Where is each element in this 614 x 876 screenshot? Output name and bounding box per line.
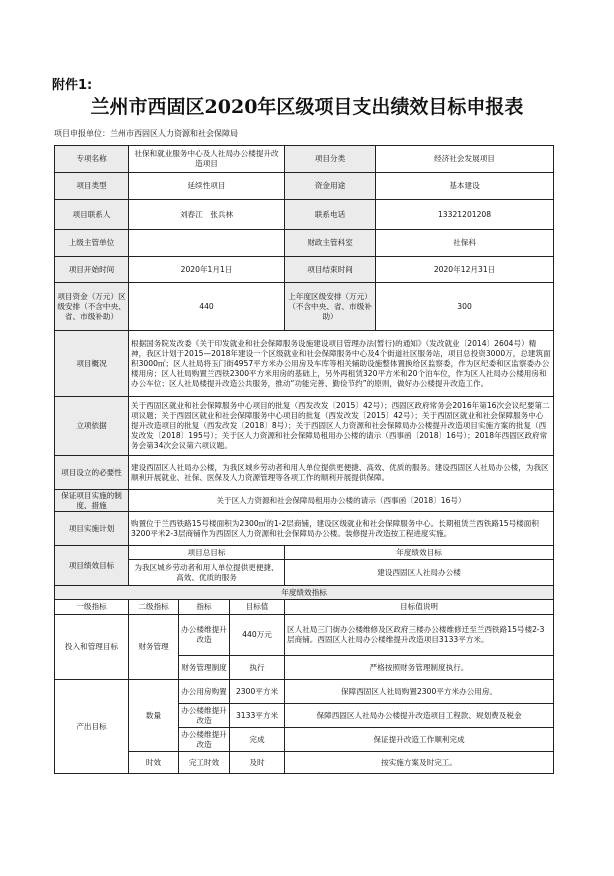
table-row <box>55 456 554 490</box>
table-row <box>55 615 554 656</box>
indicator-col-description: 目标值说明 <box>285 600 554 615</box>
indicator-target: 执行 <box>230 656 285 680</box>
attachment-label: 附件1: <box>52 78 93 93</box>
use-label: 资金用途 <box>285 173 376 200</box>
table-row <box>55 600 554 615</box>
contact-label: 项目联系人 <box>55 200 129 230</box>
goal-longterm-text: 为我区城乡劳动者和用人单位提供更便捷、高效、优质的服务 <box>129 560 285 586</box>
indicator-description: 保障西固区人社局购置2300平方米办公用房。 <box>285 680 554 704</box>
table-row <box>55 331 554 397</box>
guarantee-label: 保证项目实施的制度、措施 <box>55 490 129 512</box>
table-row <box>55 512 554 546</box>
category-value: 经济社会发展项目 <box>376 146 554 173</box>
table-row <box>55 490 554 512</box>
goal-year-header: 年度绩效目标 <box>285 546 554 560</box>
table-row <box>55 586 554 600</box>
end-date-value: 2020年12月31日 <box>376 257 554 283</box>
table-row <box>55 200 554 230</box>
applicant-unit-line: 项目申报单位：兰州市西固区人力资源和社会保障局 <box>54 129 238 138</box>
indicator-description: 区人社局三门街办公楼维修及区政府三楼办公楼维修迁至兰西铁路15号楼2-3层商铺。西固区人社局办公楼维提升改造项目3133平方米。 <box>285 615 554 656</box>
fund-value: 440 <box>129 283 285 331</box>
project-name-label: 专项名称 <box>55 146 129 173</box>
overview-label: 项目概况 <box>55 331 129 397</box>
end-date-label: 项目结束时间 <box>285 257 376 283</box>
indicator-target: 2300平方米 <box>230 680 285 704</box>
table-row <box>55 560 554 586</box>
table-row <box>55 752 554 774</box>
finance-dept-label: 财政主管科室 <box>285 230 376 257</box>
indicator-output-label: 产出目标 <box>55 680 129 774</box>
indicator-section-header: 年度绩效指标 <box>55 586 554 600</box>
goal-longterm-header: 项目总目标 <box>129 546 285 560</box>
indicator-name: 办公用房购置 <box>179 680 230 704</box>
indicator-name: 办公楼维提升改造 <box>179 728 230 752</box>
table-row <box>55 173 554 200</box>
finance-dept-value: 社保科 <box>376 230 554 257</box>
indicator-target: 440万元 <box>230 615 285 656</box>
type-value: 延续性项目 <box>129 173 285 200</box>
indicator-name: 办公楼维提升改造 <box>179 704 230 728</box>
table-row <box>55 397 554 456</box>
indicator-col-level1: 一级指标 <box>55 600 129 615</box>
table-row <box>55 146 554 173</box>
superior-label: 上级主管单位 <box>55 230 129 257</box>
goal-year-text: 建设西固区人社局办公楼 <box>285 560 554 586</box>
guarantee-text: 关于区人力资源和社会保障局租用办公楼的请示（西事函〔2018〕16号） <box>129 490 554 512</box>
necessity-text: 建设西固区人社局办公楼，为我区城乡劳动者和用人单位提供更便捷、高效、优质的服务。建设西固区人社局办公楼，为我区顺利开展就业、社保、医保及人力资源管理等各项工作的顺利开展提供保障。 <box>129 456 554 490</box>
indicator-description: 保证提升改造工作顺利完成 <box>285 728 554 752</box>
type-label: 项目类型 <box>55 173 129 200</box>
indicator-name: 财务管理制度 <box>179 656 230 680</box>
start-date-label: 项目开始时间 <box>55 257 129 283</box>
use-value: 基本建设 <box>376 173 554 200</box>
last-year-fund-value: 300 <box>376 283 554 331</box>
goal-label: 项目绩效目标 <box>55 546 129 586</box>
indicator-time: 时效 <box>129 752 179 774</box>
indicator-description: 保障西固区人社局办公楼提升改造项目工程款、规划费及税金 <box>285 704 554 728</box>
plan-text: 购置位于兰西铁路15号楼面积为2300㎡的1-2层商铺，建设区级就业和社会保障服务中心。长期租赁兰西铁路15号楼面积3200平米2-3层商铺作为西固区人力资源和社会保障局办公楼。装修提升改造按工程进度实施。 <box>129 512 554 546</box>
superior-value <box>129 230 285 257</box>
indicator-description: 严格按照财务管理制度执行。 <box>285 656 554 680</box>
table-row <box>55 283 554 331</box>
indicator-col-level2: 二级指标 <box>129 600 179 615</box>
indicator-target: 完成 <box>230 728 285 752</box>
table-row <box>55 546 554 560</box>
performance-goal-table <box>54 145 554 774</box>
phone-label: 联系电话 <box>285 200 376 230</box>
basis-label: 立项依据 <box>55 397 129 456</box>
indicator-col-indicator: 指标 <box>179 600 230 615</box>
indicator-target: 3133平方米 <box>230 704 285 728</box>
indicator-finance-mgmt: 财务管理 <box>129 615 179 680</box>
indicator-description: 按实施方案及时完工。 <box>285 752 554 774</box>
indicator-quantity: 数量 <box>129 680 179 752</box>
indicator-col-target: 目标值 <box>230 600 285 615</box>
last-year-fund-label: 上年度区级安排（万元）（不含中央、省、市级补助） <box>285 283 376 331</box>
fund-label: 项目资金（万元）区级安排（不含中央、省、市级补助） <box>55 283 129 331</box>
category-label: 项目分类 <box>285 146 376 173</box>
indicator-input-label: 投入和管理目标 <box>55 615 129 680</box>
table-row <box>55 680 554 704</box>
table-row <box>55 230 554 257</box>
basis-text: 关于西固区就业和社会保障服务中心项目的批复（西发改发〔2015〕42号）；西固区政府常务会2016年第16次会议纪要第二项议题；关于西固区就业和社会保障服务中心项目的批复（西发改发〔2015〕42号）；关于西固区就业和社会保障服务中心提升改造项目的批复（西发改发〔2018〕8号）；关于西固区人力资源和社会保障局办公楼提升改造项目实施方案的批复（西发改发〔2018〕195号）；关于区人力资源和社会保障局租用办公楼的请示（西事函〔2018〕16号）；2018年西固区政府常务会第34次会议第六项议题。 <box>129 397 554 456</box>
necessity-label: 项目设立的必要性 <box>55 456 129 490</box>
indicator-name: 办公楼维提升改造 <box>179 615 230 656</box>
contact-value: 刘春江 张兵林 <box>129 200 285 230</box>
overview-text: 根据国务院发改委《关于印发就业和社会保障服务设施建设项目管理办法(暂行)的通知》（发改就业〔2014〕2604号）精神，我区计划于2015—2018年建设一个区级就业和社会保障服务中心及4个街道社区服务站，项目总投资3000万，总建筑面积3000㎡；区人社局将玉门街4957平方米办公用房及车库等相关辅助设施整体置换给区监察委，作为区纪委和区监察委办公楼用房；区人社局购置兰西铁2300平方米用房的基础上，另外再租赁320平方米和20个泊车位，作为区人社局办公楼用房和办公车位；区人社局楼提升改造公共服务，推动“功能完善、勤俭节约”的原则，做好办公楼提升改造工作。 <box>129 331 554 397</box>
plan-label: 项目实施计划 <box>55 512 129 546</box>
project-name-value: 社保和就业服务中心及人社局办公楼提升改造项目 <box>129 146 285 173</box>
document-title: 兰州市西固区2020年区级项目支出绩效目标申报表 <box>90 96 524 118</box>
indicator-name: 完工时效 <box>179 752 230 774</box>
phone-value: 13321201208 <box>376 200 554 230</box>
indicator-target: 及时 <box>230 752 285 774</box>
start-date-value: 2020年1月1日 <box>129 257 285 283</box>
table-row <box>55 257 554 283</box>
